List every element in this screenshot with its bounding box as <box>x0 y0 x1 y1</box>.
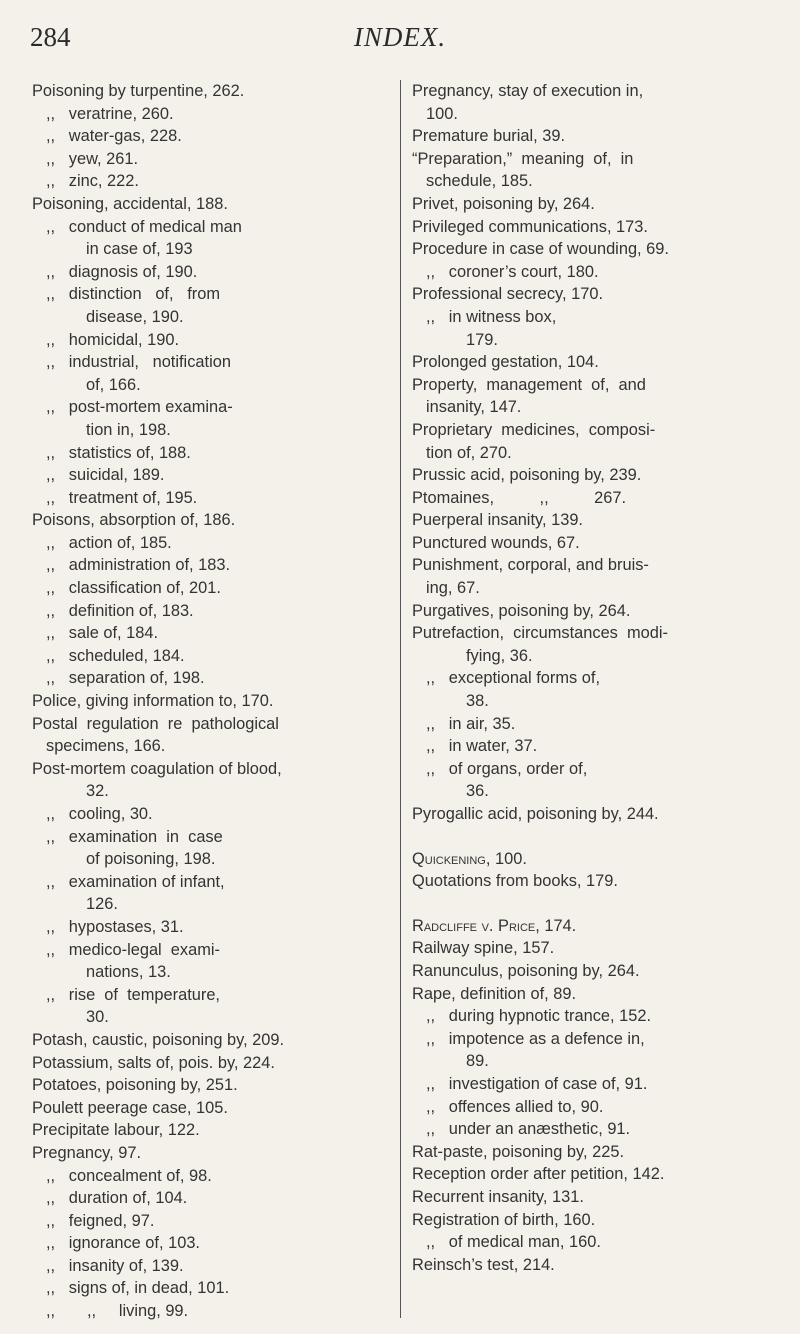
index-entry: Procedure in case of wounding, 69. <box>412 240 669 259</box>
index-entry: Quotations from books, 179. <box>412 872 618 891</box>
index-entry: fying, 36. <box>466 646 533 665</box>
index-entry: Premature burial, 39. <box>412 127 566 146</box>
index-entry: Potash, caustic, poisoning by, 209. <box>32 1030 285 1049</box>
index-entry: Ranunculus, poisoning by, 264. <box>412 961 640 980</box>
index-entry: Poisons, absorption of, 186. <box>32 511 236 530</box>
index-entry: Registration of birth, 160. <box>412 1210 596 1229</box>
index-entry: 38. <box>466 692 489 711</box>
index-entry: ,, rise of temperature, <box>46 985 220 1004</box>
index-entry: Rat-paste, poisoning by, 225. <box>412 1142 624 1161</box>
section-gap <box>412 826 790 848</box>
index-entry: 32. <box>86 782 109 801</box>
index-entry: 36. <box>466 782 489 801</box>
index-entry: ,, diagnosis of, 190. <box>46 262 198 281</box>
index-entry: Police, giving information to, 170. <box>32 692 274 711</box>
index-entry: 126. <box>86 895 118 914</box>
index-entry: ,, distinction of, from <box>46 285 220 304</box>
index-entry: ,, of organs, order of, <box>426 759 588 778</box>
index-entry: ,, veratrine, 260. <box>46 104 174 123</box>
index-entry: ,, offences allied to, 90. <box>426 1097 604 1116</box>
index-entry: Proprietary medicines, composi- <box>412 420 656 439</box>
index-column-right <box>412 80 790 1276</box>
index-entry: ,, industrial, notification <box>46 353 231 372</box>
index-entry: “Preparation,” meaning of, in <box>412 149 634 168</box>
page-number: 284 <box>30 22 71 52</box>
index-entry: ,, examination of infant, <box>46 872 225 891</box>
index-entry: ,, sale of, 184. <box>46 624 159 643</box>
index-entry: of, 166. <box>86 375 141 394</box>
index-entry: Reinsch’s test, 214. <box>412 1255 555 1274</box>
index-entry: ,, cooling, 30. <box>46 805 153 823</box>
index-entry: ,, exceptional forms of, <box>426 669 600 688</box>
index-entry: ,, zinc, 222. <box>46 172 139 191</box>
page-header <box>0 22 800 58</box>
index-entry: Pyrogallic acid, poisoning by, 244. <box>412 805 659 823</box>
index-entry: Property, management of, and <box>412 375 646 394</box>
index-entry: ,, ignorance of, 103. <box>46 1234 200 1253</box>
index-entry: Reception order after petition, 142. <box>412 1165 665 1184</box>
index-entry: ,, administration of, 183. <box>46 556 231 575</box>
index-entry: Pregnancy, stay of execution in, <box>412 82 644 100</box>
index-entry: 89. <box>466 1052 489 1071</box>
index-entry: Precipitate labour, 122. <box>32 1121 200 1140</box>
index-entry: ,, scheduled, 184. <box>46 646 185 665</box>
index-entry: ,, hypostases, 31. <box>46 917 184 936</box>
index-entry: tion of, 270. <box>426 443 512 462</box>
index-entry: Punishment, corporal, and bruis- <box>412 556 649 575</box>
index-entry: ,, classification of, 201. <box>46 579 221 598</box>
index-column-left <box>32 80 392 1323</box>
index-entry: ,, coroner’s court, 180. <box>426 262 599 281</box>
index-entry: ,, in air, 35. <box>426 714 516 733</box>
index-entry: tion in, 198. <box>86 420 171 439</box>
index-entry: Potatoes, poisoning by, 251. <box>32 1076 238 1095</box>
index-entry: ,, duration of, 104. <box>46 1189 188 1208</box>
index-entry: ing, 67. <box>426 579 480 598</box>
index-entry: Puerperal insanity, 139. <box>412 511 583 530</box>
index-entry: Prolonged gestation, 104. <box>412 353 599 372</box>
index-entry: ,, medico-legal exami- <box>46 940 220 959</box>
index-entry: Recurrent insanity, 131. <box>412 1187 584 1206</box>
index-entry: Poisoning by turpentine, 262. <box>32 82 245 100</box>
index-entry: ,, yew, 261. <box>46 149 139 168</box>
index-entry: Privet, poisoning by, 264. <box>412 194 595 213</box>
index-entry: ,, separation of, 198. <box>46 669 205 688</box>
index-entry: Rape, definition of, 89. <box>412 984 577 1003</box>
index-entry: ,, during hypnotic trance, 152. <box>426 1007 652 1026</box>
index-entry: 100. <box>426 104 458 123</box>
index-entry: Poulett peerage case, 105. <box>32 1098 228 1117</box>
index-entry: Putrefaction, circumstances modi- <box>412 624 668 643</box>
index-entry: ,, concealment of, 98. <box>46 1166 212 1185</box>
index-entry: ,, action of, 185. <box>46 533 172 552</box>
index-entry: insanity, 147. <box>426 398 522 417</box>
index-entry: ,, water-gas, 228. <box>46 127 182 146</box>
index-entry: ,, ,, living, 99. <box>46 1302 189 1321</box>
index-entry: Pregnancy, 97. <box>32 1143 142 1162</box>
index-entry: ,, suicidal, 189. <box>46 466 165 485</box>
index-entry: ,, of medical man, 160. <box>426 1233 601 1252</box>
index-entry: ,, insanity of, 139. <box>46 1256 184 1275</box>
index-entry: Ptomaines, ,, 267. <box>412 488 627 507</box>
index-entry: disease, 190. <box>86 307 184 326</box>
index-entry: ,, homicidal, 190. <box>46 330 180 349</box>
index-entry: Poisoning, accidental, 188. <box>32 194 228 213</box>
index-entry: Potassium, salts of, pois. by, 224. <box>32 1053 275 1072</box>
running-title: INDEX. <box>353 22 447 52</box>
index-entry: ,, post-mortem examina- <box>46 398 233 417</box>
index-entry: Privileged communications, 173. <box>412 217 648 236</box>
index-entry: specimens, 166. <box>46 737 166 756</box>
index-entry: ,, in witness box, <box>426 307 557 326</box>
index-entry: 179. <box>466 330 498 349</box>
index-entry: ,, statistics of, 188. <box>46 443 191 462</box>
index-entry: ,, in water, 37. <box>426 737 538 756</box>
index-entry: ,, examination in case <box>46 827 223 846</box>
section-gap <box>412 893 790 915</box>
index-entry: Quickening, 100. <box>412 849 527 868</box>
index-entry: ,, conduct of medical man <box>46 217 242 236</box>
index-entry: ,, under an anæsthetic, 91. <box>426 1120 631 1139</box>
index-entry: ,, treatment of, 195. <box>46 488 198 507</box>
index-entry: in case of, 193 <box>86 240 193 259</box>
index-entry: Prussic acid, poisoning by, 239. <box>412 466 642 485</box>
index-entry: ,, feigned, 97. <box>46 1211 155 1230</box>
index-entry: Railway spine, 157. <box>412 939 555 958</box>
index-entry: Post-mortem coagulation of blood, <box>32 759 282 778</box>
index-entry: nations, 13. <box>86 963 171 982</box>
index-entry: ,, signs of, in dead, 101. <box>46 1279 230 1298</box>
index-entry: ,, definition of, 183. <box>46 601 194 620</box>
index-entry: Professional secrecy, 170. <box>412 285 604 304</box>
index-entry: Punctured wounds, 67. <box>412 533 580 552</box>
index-entry: Radcliffe v. Price, 174. <box>412 916 577 935</box>
index-entry: ,, investigation of case of, 91. <box>426 1074 648 1093</box>
column-divider <box>400 80 401 1318</box>
index-entry: schedule, 185. <box>426 172 533 191</box>
index-entry: ,, impotence as a defence in, <box>426 1029 645 1048</box>
index-entry: of poisoning, 198. <box>86 850 216 869</box>
index-entry: Postal regulation re pathological <box>32 714 279 733</box>
index-entry: Purgatives, poisoning by, 264. <box>412 601 631 620</box>
index-entry: 30. <box>86 1008 109 1027</box>
